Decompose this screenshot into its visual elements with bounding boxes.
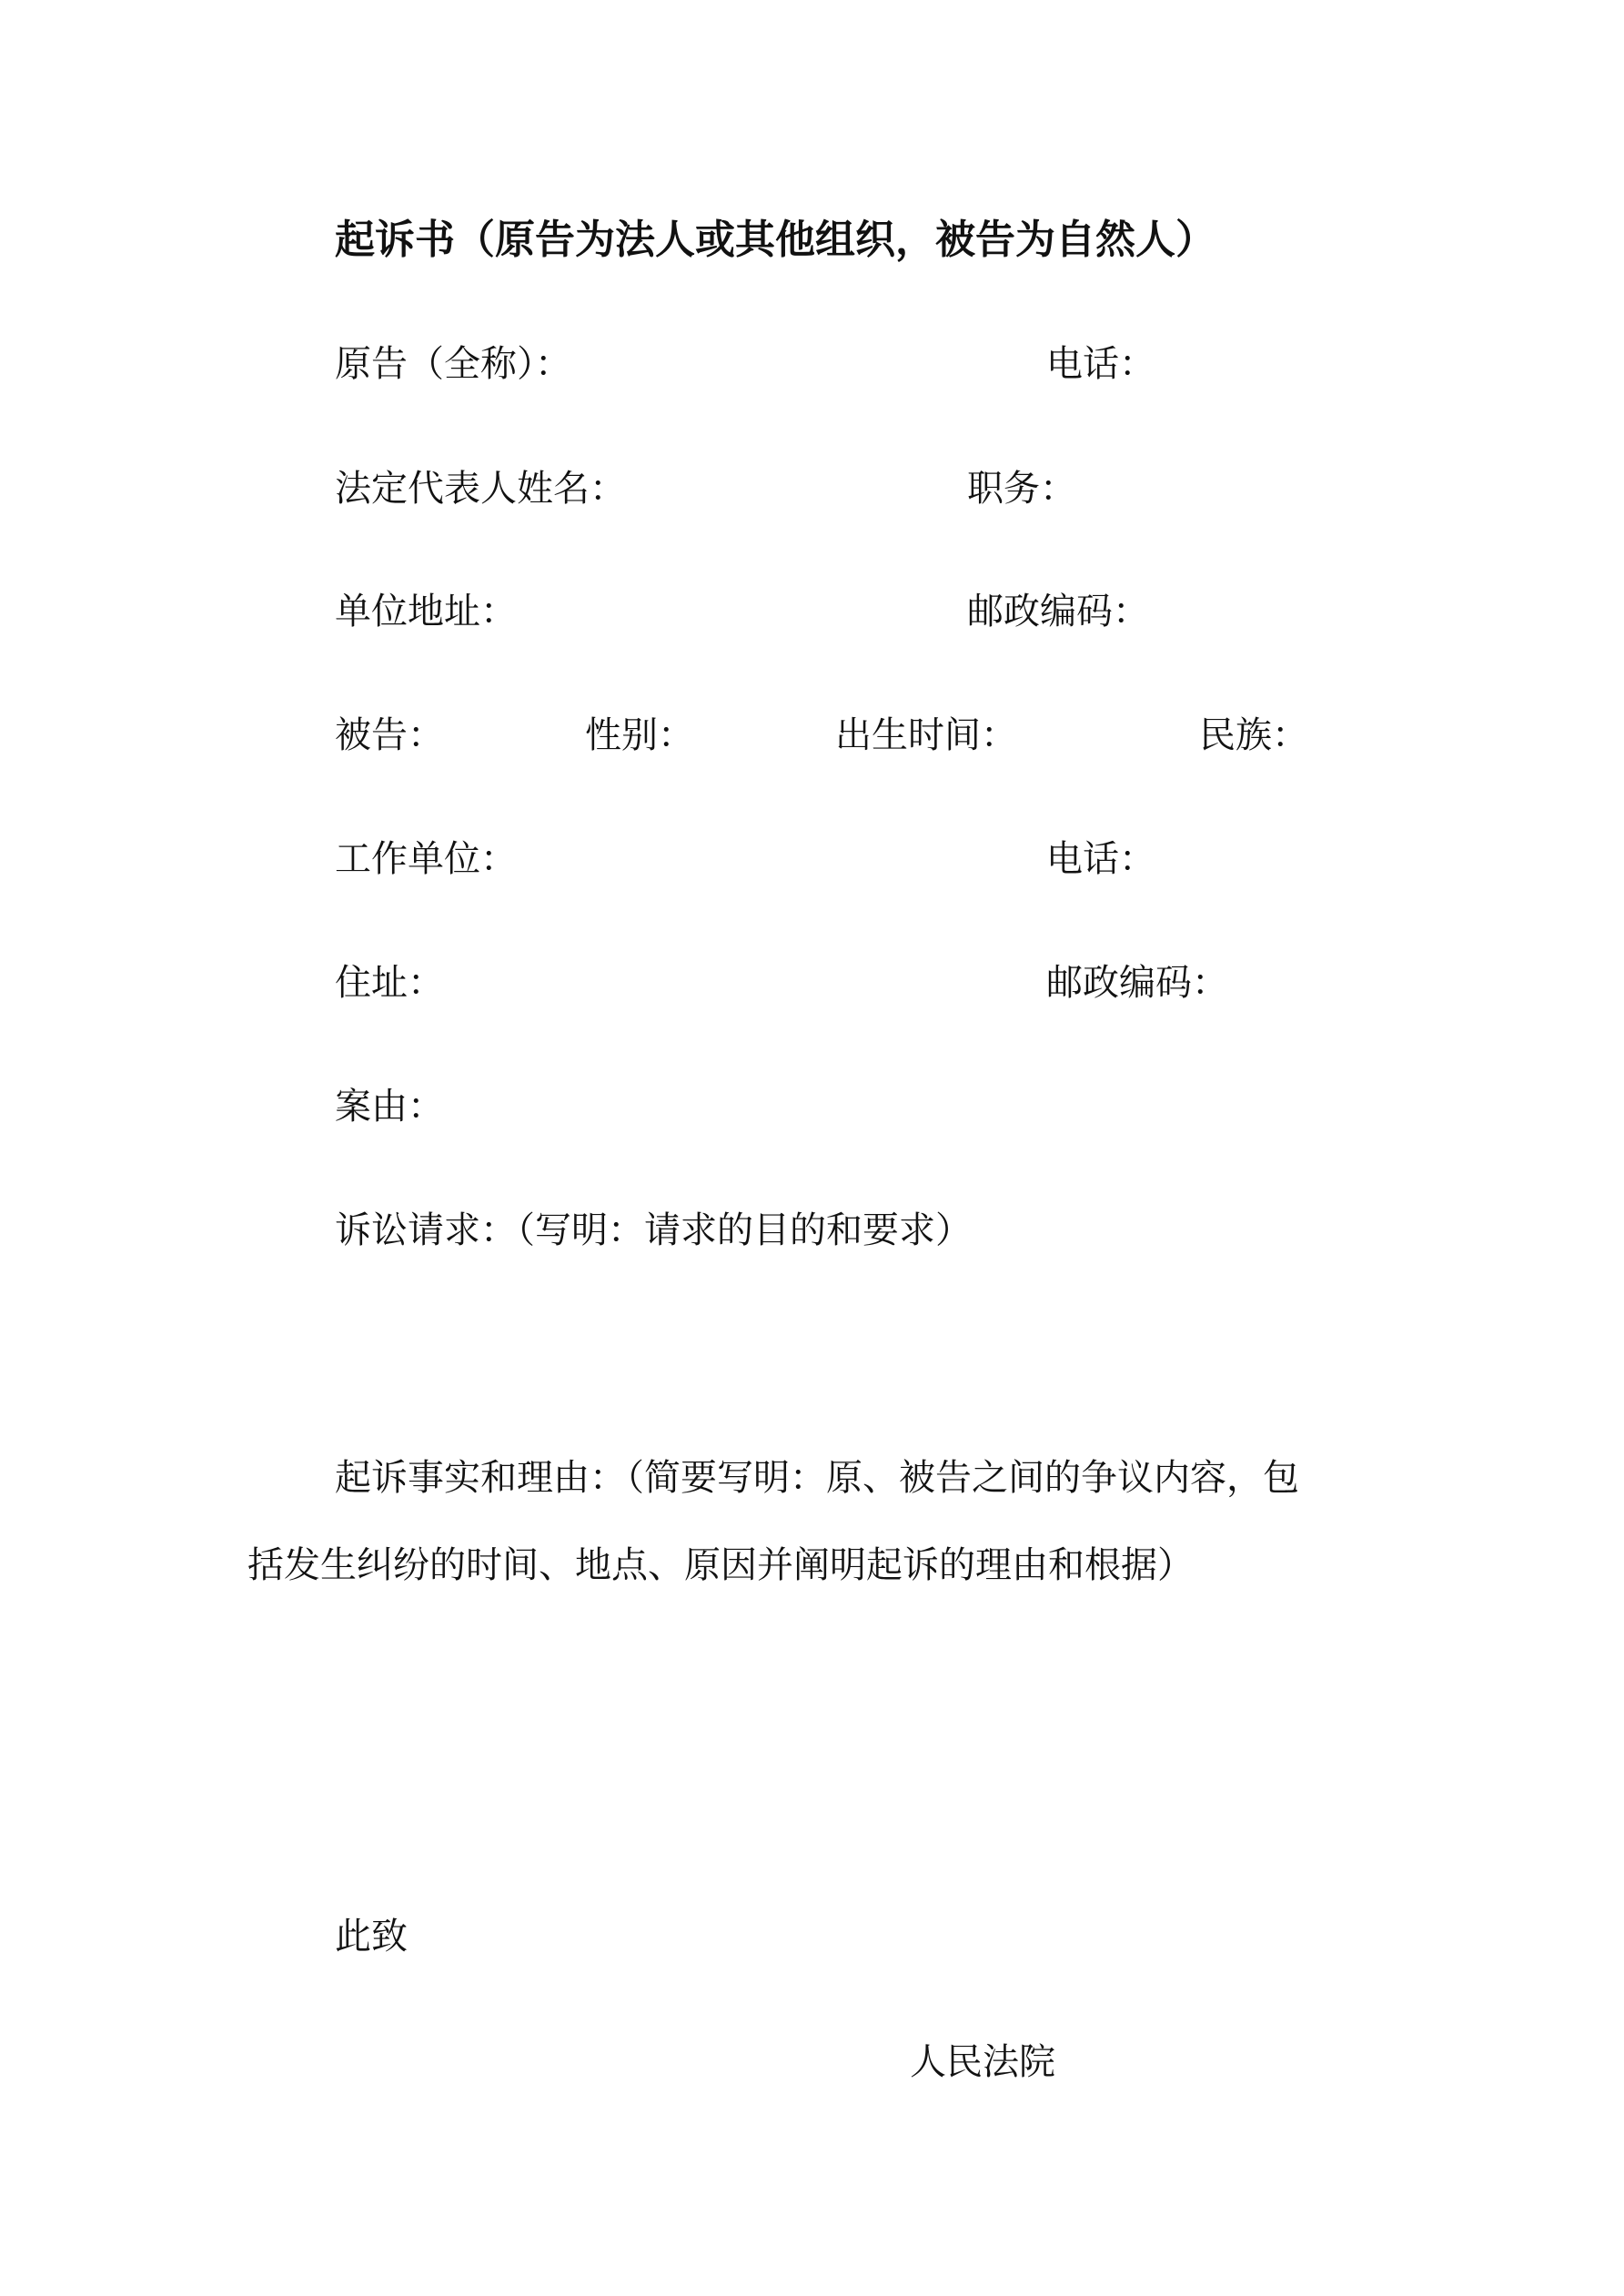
defendant-postcode-label: 邮政编码： (1046, 962, 1228, 1004)
plaintiff-postcode-label: 邮政编码： (967, 591, 1149, 632)
facts-reasons-line-2: 括发生纠纷的时间、地点、原因并阐明起诉的理由和根据） (247, 1544, 1194, 1586)
defendant-birth-label: 出生时间： (835, 714, 1017, 756)
plaintiff-full-name-label: 原告（全称）： (335, 343, 571, 385)
defendant-name-label: 被告： (335, 714, 444, 756)
document-title: 起诉书（原告为法人或其他组织，被告为自然人） (335, 217, 1215, 263)
plaintiff-address-label: 单位地址： (335, 591, 517, 632)
defendant-phone-label: 电话： (1046, 838, 1155, 880)
defendant-address-label: 住址： (335, 962, 444, 1004)
case-reason-label: 案由： (335, 1086, 444, 1128)
position-label: 职务： (967, 468, 1076, 510)
facts-reasons-line-1: 起诉事实和理由：（简要写明：原、被告之间的争议内容，包 (335, 1457, 1299, 1499)
defendant-workplace-label: 工作单位： (335, 838, 517, 880)
defendant-gender-label: 性别： (585, 714, 694, 756)
legal-representative-label: 法定代表人姓名： (335, 468, 626, 510)
salutation: 此致 (335, 1916, 408, 1957)
defendant-ethnicity-label: 民族： (1199, 714, 1308, 756)
claims-label: 诉讼请求：（写明：请求的目的和要求） (335, 1209, 972, 1251)
plaintiff-phone-label: 电话： (1046, 343, 1155, 385)
court-name: 人民法院 (910, 2041, 1055, 2083)
